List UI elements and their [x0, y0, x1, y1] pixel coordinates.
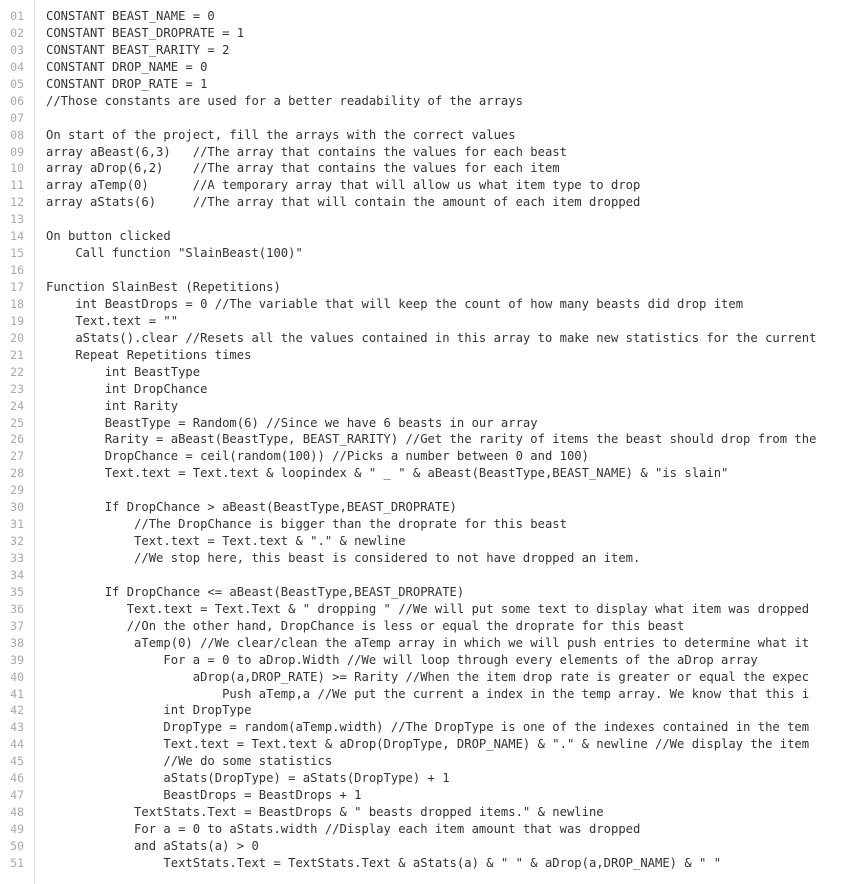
line-number: 39	[10, 652, 24, 667]
line-text: For a = 0 to aStats.width //Display each item amount that was dropped	[46, 822, 641, 836]
line-text: If DropChance <= aBeast(BeastType,BEAST_DROPRATE)	[46, 584, 465, 599]
line-text: Function SlainBest (Repetitions)	[46, 280, 281, 294]
line-number: 02	[10, 25, 24, 40]
code-line	[0, 787, 846, 804]
code-line	[0, 838, 846, 855]
code-line	[0, 144, 846, 161]
code-line	[0, 211, 846, 228]
code-line	[0, 584, 846, 601]
line-text: array aStats(6) //The array that will contain the amount of each item dropped	[46, 195, 641, 210]
code-line	[0, 753, 846, 770]
line-text: int BeastType	[46, 364, 201, 379]
line-number: 11	[10, 178, 24, 193]
code-line	[0, 25, 846, 42]
line-text: On button clicked	[46, 229, 171, 244]
line-number: 46	[10, 771, 24, 786]
line-text: Repeat Repetitions times	[46, 347, 252, 362]
line-text: aStats().clear //Resets all the values contained in this array to make new statistics for the current	[46, 330, 817, 345]
code-line	[0, 398, 846, 415]
line-text: aTemp(0) //We clear/clean the aTemp array in which we will push entries to determine what it	[46, 635, 810, 650]
line-text: //Those constants are used for a better readability of the arrays	[46, 93, 523, 108]
line-number: 01	[10, 9, 24, 23]
line-number: 03	[10, 42, 24, 57]
code-line	[0, 127, 846, 144]
line-number: 42	[10, 703, 24, 718]
code-line	[0, 702, 846, 719]
line-text: Text.text = Text.text & "." & newline	[46, 534, 406, 549]
line-text: BeastType = Random(6) //Since we have 6 beasts in our array	[46, 415, 538, 430]
code-line	[0, 736, 846, 753]
line-text: CONSTANT DROP_RATE = 1	[46, 76, 208, 91]
line-text: Text.text = ""	[46, 313, 179, 328]
line-number: 29	[10, 483, 24, 498]
line-text: On start of the project, fill the arrays with the correct values	[46, 127, 516, 142]
line-number: 43	[10, 720, 24, 735]
code-line	[0, 76, 846, 93]
code-line	[0, 567, 846, 584]
line-number: 38	[10, 635, 24, 650]
line-number: 23	[10, 381, 24, 396]
line-number: 40	[10, 669, 24, 684]
code-line	[0, 719, 846, 736]
line-number: 22	[10, 364, 24, 379]
line-number: 45	[10, 754, 24, 769]
line-number: 36	[10, 601, 24, 616]
line-number: 21	[10, 347, 24, 362]
code-line	[0, 194, 846, 211]
line-text: array aBeast(6,3) //The array that contains the values for each beast	[46, 144, 567, 159]
code-line	[0, 804, 846, 821]
code-line	[0, 177, 846, 194]
code-line	[0, 59, 846, 76]
line-text: CONSTANT BEAST_DROPRATE = 1	[46, 25, 245, 40]
line-text: Text.text = Text.Text & " dropping " //We will put some text to display what item was dropped	[46, 601, 810, 616]
line-text: For a = 0 to aDrop.Width //We will loop through every elements of the aDrop array	[46, 652, 758, 667]
line-text: If DropChance > aBeast(BeastType,BEAST_DROPRATE)	[46, 500, 457, 515]
line-number: 27	[10, 449, 24, 464]
line-text: //The DropChance is bigger than the droprate for this beast	[46, 517, 567, 532]
line-number: 06	[10, 93, 24, 108]
line-number: 44	[10, 737, 24, 752]
code-line	[0, 381, 846, 398]
line-text: //We do some statistics	[46, 754, 333, 769]
line-number: 32	[10, 534, 24, 549]
line-number: 47	[10, 788, 24, 803]
line-number: 20	[10, 330, 24, 345]
code-line	[0, 431, 846, 448]
line-number: 05	[10, 76, 24, 91]
line-text: DropChance = ceil(random(100)) //Picks a number between 0 and 100)	[46, 449, 589, 464]
line-number: 34	[10, 567, 24, 582]
line-text: and aStats(a) > 0	[46, 838, 259, 853]
line-number: 09	[10, 144, 24, 159]
line-text: Push aTemp,a //We put the current a index in the temp array. We know that this i	[46, 686, 810, 701]
code-line	[0, 635, 846, 652]
code-line	[0, 652, 846, 669]
line-text: int DropType	[46, 703, 252, 718]
code-line	[0, 482, 846, 499]
line-text: CONSTANT BEAST_RARITY = 2	[46, 42, 230, 57]
line-number: 19	[10, 313, 24, 328]
code-line	[0, 550, 846, 567]
line-number: 14	[10, 229, 24, 244]
code-line	[0, 296, 846, 313]
code-line	[0, 516, 846, 533]
code-line	[0, 499, 846, 516]
line-number: 30	[10, 500, 24, 515]
line-number: 26	[10, 432, 24, 447]
line-text: aDrop(a,DROP_RATE) >= Rarity //When the item drop rate is greater or equal the expec	[46, 669, 810, 684]
line-text: //We stop here, this beast is considered to not have dropped an item.	[46, 551, 641, 565]
line-number: 08	[10, 127, 24, 142]
code-lines	[0, 8, 846, 872]
line-number: 18	[10, 296, 24, 311]
code-line	[0, 313, 846, 330]
line-number: 10	[10, 161, 24, 176]
line-text: int BeastDrops = 0 //The variable that will keep the count of how many beasts did drop item	[46, 296, 744, 311]
code-line	[0, 160, 846, 177]
line-number: 13	[10, 212, 24, 227]
code-line	[0, 364, 846, 381]
code-line	[0, 601, 846, 618]
line-text: CONSTANT DROP_NAME = 0	[46, 59, 208, 74]
line-text: Rarity = aBeast(BeastType, BEAST_RARITY) //Get the rarity of items the beast should drop from the	[46, 432, 817, 447]
code-line	[0, 279, 846, 296]
line-text: Call function "SlainBeast(100)"	[46, 246, 303, 261]
code-line	[0, 770, 846, 787]
line-number: 25	[10, 415, 24, 430]
line-number: 04	[10, 59, 24, 74]
code-line	[0, 465, 846, 482]
code-line	[0, 448, 846, 465]
line-number: 48	[10, 805, 24, 820]
line-text: array aTemp(0) //A temporary array that will allow us what item type to drop	[46, 178, 641, 193]
code-line	[0, 415, 846, 432]
code-line	[0, 262, 846, 279]
line-number: 31	[10, 517, 24, 532]
line-text: int Rarity	[46, 398, 179, 413]
line-number: 50	[10, 838, 24, 853]
code-line	[0, 618, 846, 635]
line-text: Text.text = Text.text & loopindex & " _ " & aBeast(BeastType,BEAST_NAME) & "is slain"	[46, 466, 729, 481]
code-line	[0, 669, 846, 686]
line-number: 33	[10, 551, 24, 565]
line-number: 37	[10, 618, 24, 633]
code-line	[0, 686, 846, 703]
line-text: TextStats.Text = BeastDrops & " beasts dropped items." & newline	[46, 805, 604, 820]
line-text: CONSTANT BEAST_NAME = 0	[46, 9, 215, 23]
line-text: BeastDrops = BeastDrops + 1	[46, 788, 362, 803]
code-line	[0, 330, 846, 347]
line-text: DropType = random(aTemp.width) //The DropType is one of the indexes contained in the tem	[46, 720, 810, 735]
code-line	[0, 347, 846, 364]
code-line	[0, 110, 846, 127]
line-number: 49	[10, 822, 24, 836]
line-number: 41	[10, 686, 24, 701]
line-text: TextStats.Text = TextStats.Text & aStats(a) & " " & aDrop(a,DROP_NAME) & " "	[46, 855, 722, 870]
code-line	[0, 533, 846, 550]
line-text: int DropChance	[46, 381, 208, 396]
line-number: 35	[10, 584, 24, 599]
line-number: 17	[10, 280, 24, 294]
line-number: 07	[10, 110, 24, 125]
line-text: Text.text = Text.text & aDrop(DropType, DROP_NAME) & "." & newline //We display the item	[46, 737, 810, 752]
code-line	[0, 42, 846, 59]
code-line	[0, 821, 846, 838]
line-number: 51	[10, 855, 24, 870]
line-number: 28	[10, 466, 24, 481]
code-line	[0, 8, 846, 25]
code-line	[0, 245, 846, 262]
line-text: aStats(DropType) = aStats(DropType) + 1	[46, 771, 450, 786]
code-line	[0, 228, 846, 245]
line-number: 24	[10, 398, 24, 413]
code-line	[0, 855, 846, 872]
code-line	[0, 93, 846, 110]
line-number: 16	[10, 263, 24, 278]
line-number: 12	[10, 195, 24, 210]
line-text: array aDrop(6,2) //The array that contains the values for each item	[46, 161, 560, 176]
line-text: //On the other hand, DropChance is less or equal the droprate for this beast	[46, 618, 685, 633]
line-number: 15	[10, 246, 24, 261]
